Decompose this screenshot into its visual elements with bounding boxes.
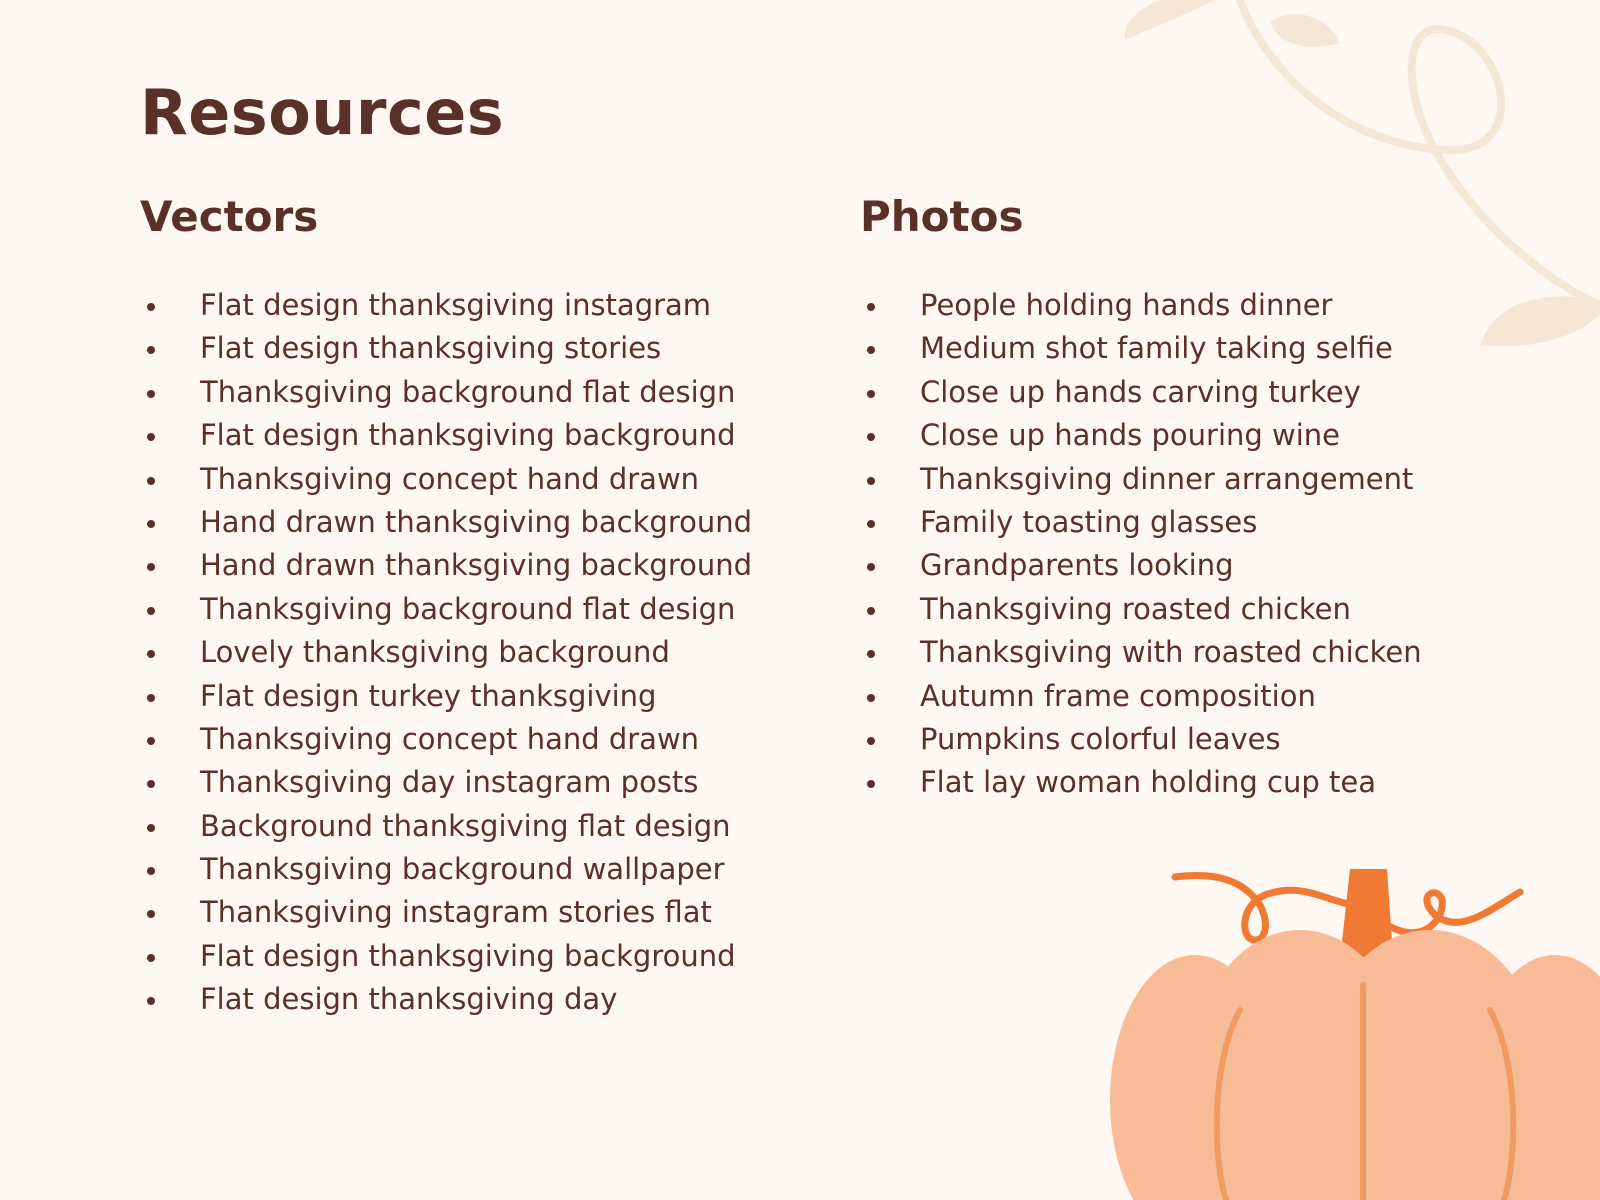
bullet	[867, 477, 875, 485]
bullet	[867, 650, 875, 658]
vector-item	[140, 631, 752, 674]
vector-item	[140, 935, 752, 978]
bullet	[147, 954, 155, 962]
photo-item	[860, 414, 1422, 457]
vector-item-label: Thanksgiving concept hand drawn	[200, 461, 700, 496]
bullet	[147, 737, 155, 745]
bullet	[867, 433, 875, 441]
photo-item	[860, 458, 1422, 501]
vector-item-label: Flat design thanksgiving instagram	[200, 288, 712, 322]
bullet	[867, 563, 875, 571]
pumpkin-icon	[1090, 860, 1600, 1200]
photo-item	[860, 371, 1422, 414]
bullet	[867, 737, 875, 745]
bullet	[147, 867, 155, 875]
photos-column	[860, 192, 1460, 800]
vector-item-label: Thanksgiving background flat design	[200, 591, 736, 626]
photo-item-label: Family toasting glasses	[920, 504, 1258, 539]
vector-item	[140, 761, 752, 804]
vector-item-label: Thanksgiving instagram stories flat	[200, 895, 712, 930]
vector-item	[140, 718, 752, 761]
vector-item-label: Thanksgiving background wallpaper	[200, 852, 725, 887]
vector-item-label: Thanksgiving concept hand drawn	[200, 721, 700, 756]
photo-item-label: Close up hands carving turkey	[920, 374, 1361, 409]
photo-item	[860, 675, 1422, 718]
bullet	[147, 303, 155, 311]
bullet	[147, 780, 155, 788]
page-title: Resources	[140, 76, 505, 149]
bullet	[147, 477, 155, 485]
bullet	[867, 780, 875, 788]
photo-item-label: People holding hands dinner	[920, 288, 1333, 322]
photo-item	[860, 327, 1422, 370]
photo-item	[860, 501, 1422, 544]
bullet	[867, 303, 875, 311]
vector-item-label: Thanksgiving background flat design	[200, 374, 736, 409]
vector-item	[140, 675, 752, 718]
photo-item	[860, 544, 1422, 587]
vectors-heading: Vectors	[140, 192, 319, 241]
photo-item-label: Autumn frame composition	[920, 678, 1316, 713]
vector-item-label: Flat design thanksgiving background	[200, 418, 736, 453]
vector-item	[140, 978, 752, 1021]
bullet	[147, 910, 155, 918]
vector-item	[140, 805, 752, 848]
photo-item-label: Flat lay woman holding cup tea	[920, 765, 1376, 800]
vector-item-label: Flat design thanksgiving day	[200, 982, 618, 1017]
vector-item-label: Flat design thanksgiving background	[200, 938, 736, 973]
bullet	[867, 390, 875, 398]
bullet	[147, 520, 155, 528]
photos-heading: Photos	[860, 192, 1024, 241]
bullet	[147, 563, 155, 571]
photo-item-label: Thanksgiving dinner arrangement	[920, 461, 1414, 496]
vector-item-label: Background thanksgiving flat design	[200, 808, 731, 843]
vector-item-label: Flat design turkey thanksgiving	[200, 678, 657, 713]
bullet	[147, 824, 155, 832]
bullet	[147, 997, 155, 1005]
vectors-column	[140, 192, 760, 1017]
vector-item	[140, 848, 752, 891]
bullet	[147, 433, 155, 441]
photos-list	[860, 284, 1422, 805]
vectors-list	[140, 284, 752, 1022]
vector-item	[140, 327, 752, 370]
bullet	[147, 650, 155, 658]
photo-item-label: Close up hands pouring wine	[920, 418, 1341, 453]
vector-item	[140, 588, 752, 631]
bullet	[147, 694, 155, 702]
bullet	[867, 694, 875, 702]
bullet	[867, 520, 875, 528]
photo-item-label: Thanksgiving with roasted chicken	[920, 635, 1422, 670]
photo-item	[860, 718, 1422, 761]
vector-item-label: Lovely thanksgiving background	[200, 635, 670, 670]
vector-item	[140, 458, 752, 501]
photo-item-label: Grandparents looking	[920, 548, 1234, 583]
bullet	[867, 346, 875, 354]
bullet	[867, 607, 875, 615]
vector-item	[140, 501, 752, 544]
vector-item-label: Hand drawn thanksgiving background	[200, 504, 753, 539]
bullet	[147, 390, 155, 398]
vector-item	[140, 544, 752, 587]
photo-item-label: Medium shot family taking selfie	[920, 331, 1393, 366]
vector-item	[140, 891, 752, 934]
vector-item	[140, 371, 752, 414]
photo-item	[860, 631, 1422, 674]
bullet	[147, 607, 155, 615]
photo-item	[860, 588, 1422, 631]
vector-item-label: Hand drawn thanksgiving background	[200, 548, 753, 583]
bullet	[147, 346, 155, 354]
vector-item	[140, 414, 752, 457]
photo-item-label: Pumpkins colorful leaves	[920, 721, 1281, 756]
vector-item-label: Flat design thanksgiving stories	[200, 331, 662, 366]
photo-item-label: Thanksgiving roasted chicken	[920, 591, 1351, 626]
vector-item	[140, 284, 752, 327]
photo-item	[860, 284, 1422, 327]
photo-item	[860, 761, 1422, 804]
vector-item-label: Thanksgiving day instagram posts	[200, 765, 699, 800]
